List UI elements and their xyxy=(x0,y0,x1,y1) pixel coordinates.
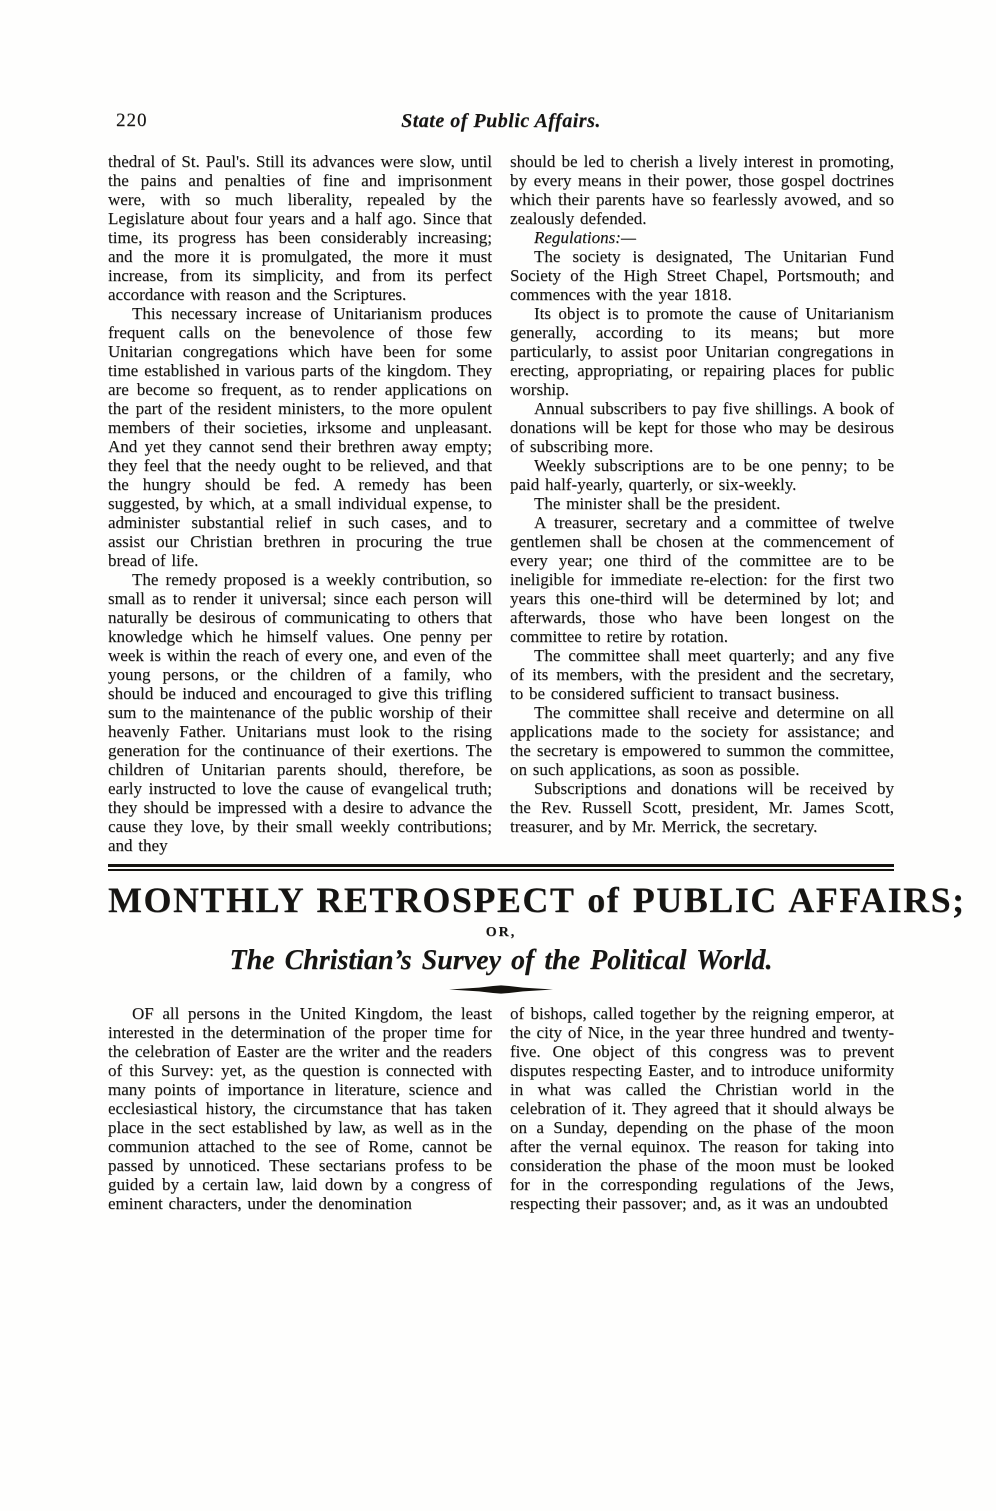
top-left-column xyxy=(108,152,492,855)
paragraph: of bishops, called together by the reigning emperor, at the city of Nice, in the year three hundred and twenty-five. One object of this congress was to prevent disputes respecting Easter, and to introduce uniformity in what was called the Christian world in the celebration of it. They agreed that it should always be on a Sunday, depending on the phase of the moon after the vernal equinox. The reason for taking into consideration the phase of the moon must be looked for in the corresponding regulations of the Jews, respecting their passover; and, as it was an undoubted xyxy=(510,1004,894,1213)
paragraph: Weekly subscriptions are to be one penny; to be paid half-yearly, quarterly, or six-weekly. xyxy=(510,456,894,494)
paragraph: Annual subscribers to pay five shillings. A book of donations will be kept for those who may be desirous of subscribing more. xyxy=(510,399,894,456)
paragraph: Subscriptions and donations will be received by the Rev. Russell Scott, president, Mr. James Scott, treasurer, and by Mr. Merrick, the secretary. xyxy=(510,779,894,836)
bottom-right-column xyxy=(510,1004,894,1213)
page-number: 220 xyxy=(116,110,148,131)
double-rule-divider xyxy=(108,864,894,871)
paragraph: The committee shall receive and determine on all applications made to the society for assistance; and the secretary is empowered to summon the committee, on such applications, as soon as possible. xyxy=(510,703,894,779)
paragraph: The committee shall meet quarterly; and any five of its members, with the president and the secretary, to be considered sufficient to transact business. xyxy=(510,646,894,703)
paragraph: This necessary increase of Unitarianism produces frequent calls on the benevolence of those few Unitarian congregations which have been for some time established in various parts of the kingdom. They are become so frequent, as to render applications on the part of the resident ministers, to the more opulent members of their societies, irksome and unpleasant. And yet they cannot send their brethren away empty; they feel that the needy ought to be relieved, and that the hungry should be fed. A remedy has been suggested, by which, at a small individual expense, to administer substantial relief in such cases, and to assist our Christian brethren in procuring the true bread of life. xyxy=(108,304,492,570)
paragraph: thedral of St. Paul's. Still its advances were slow, until the pains and penalties of fine and imprisonment were, with so much liberality, repealed by the Legislature about four years and a half ago. Since that time, its progress has been considerably increasing; and the more it is promulgated, the more it must increase, from its simplicity, and from its perfect accordance with reason and the Scriptures. xyxy=(108,152,492,304)
section-divider-word: OR, xyxy=(485,925,517,940)
paragraph: The society is designated, The Unitarian Fund Society of the High Street Chapel, Portsmouth; and commences with the year 1818. xyxy=(510,247,894,304)
paragraph: The minister shall be the president. xyxy=(534,494,781,513)
paragraph: The remedy proposed is a weekly contribution, so small as to render it universal; since each person will naturally be desirous of communicating to others that knowledge which he himself values. One penny per week is within the reach of every one, and even of the young persons, or the children of a family, who should be induced and encouraged to give this trifling sum to the maintenance of the public worship of their heavenly Father. Unitarians must look to the rising generation for the continuance of their exertions. The children of Unitarian parents should, therefore, be early instructed to love the cause of evangelical truth; they should be impressed with a desire to advance the cause they love, by their small weekly contributions; and they xyxy=(108,570,492,855)
running-title: State of Public Affairs. xyxy=(401,110,601,132)
paragraph: OF all persons in the United Kingdom, the least interested in the determination of the proper time for the celebration of Easter are the writer and the readers of this Survey: yet, as the question is connected with many points of importance in literature, science and ecclesiastical history, the circumstance that has taken place in the sect established by law, as well as in the communion attached to the see of Rome, cannot be passed by unnoticed. These sectarians profess to be guided by a certain law, laid down by a congress of eminent characters, under the denomination xyxy=(108,1004,492,1213)
paragraph: Regulations:— xyxy=(534,228,636,247)
paragraph: A treasurer, secretary and a committee of twelve gentlemen shall be chosen at the commencement of every year; one third of the committee are to be ineligible for immediate re-election: for the first two years this one-third will be determined by lot; and afterwards, those who have been longest on the committee to retire by rotation. xyxy=(510,513,894,646)
top-article-columns xyxy=(108,152,894,855)
paragraph: should be led to cherish a lively interest in promoting, by every means in their power, those gospel doctrines which their parents have so fearlessly avowed, and so zealously defended. xyxy=(510,152,894,228)
swelled-rule-ornament-icon xyxy=(449,985,553,994)
paragraph: Its object is to promote the cause of Unitarianism generally, according to its means; but more particularly, to assist poor Unitarian congregations in erecting, appropriating, or repairing places for public worship. xyxy=(510,304,894,399)
bottom-article-columns xyxy=(108,1004,894,1213)
section-title: MONTHLY RETROSPECT of PUBLIC AFFAIRS; xyxy=(108,880,966,920)
top-right-column xyxy=(510,152,894,855)
text-block xyxy=(108,110,966,1213)
section-subtitle: The Christian’s Survey of the Political World. xyxy=(229,945,773,976)
running-head xyxy=(108,110,894,136)
bottom-left-column xyxy=(108,1004,492,1213)
